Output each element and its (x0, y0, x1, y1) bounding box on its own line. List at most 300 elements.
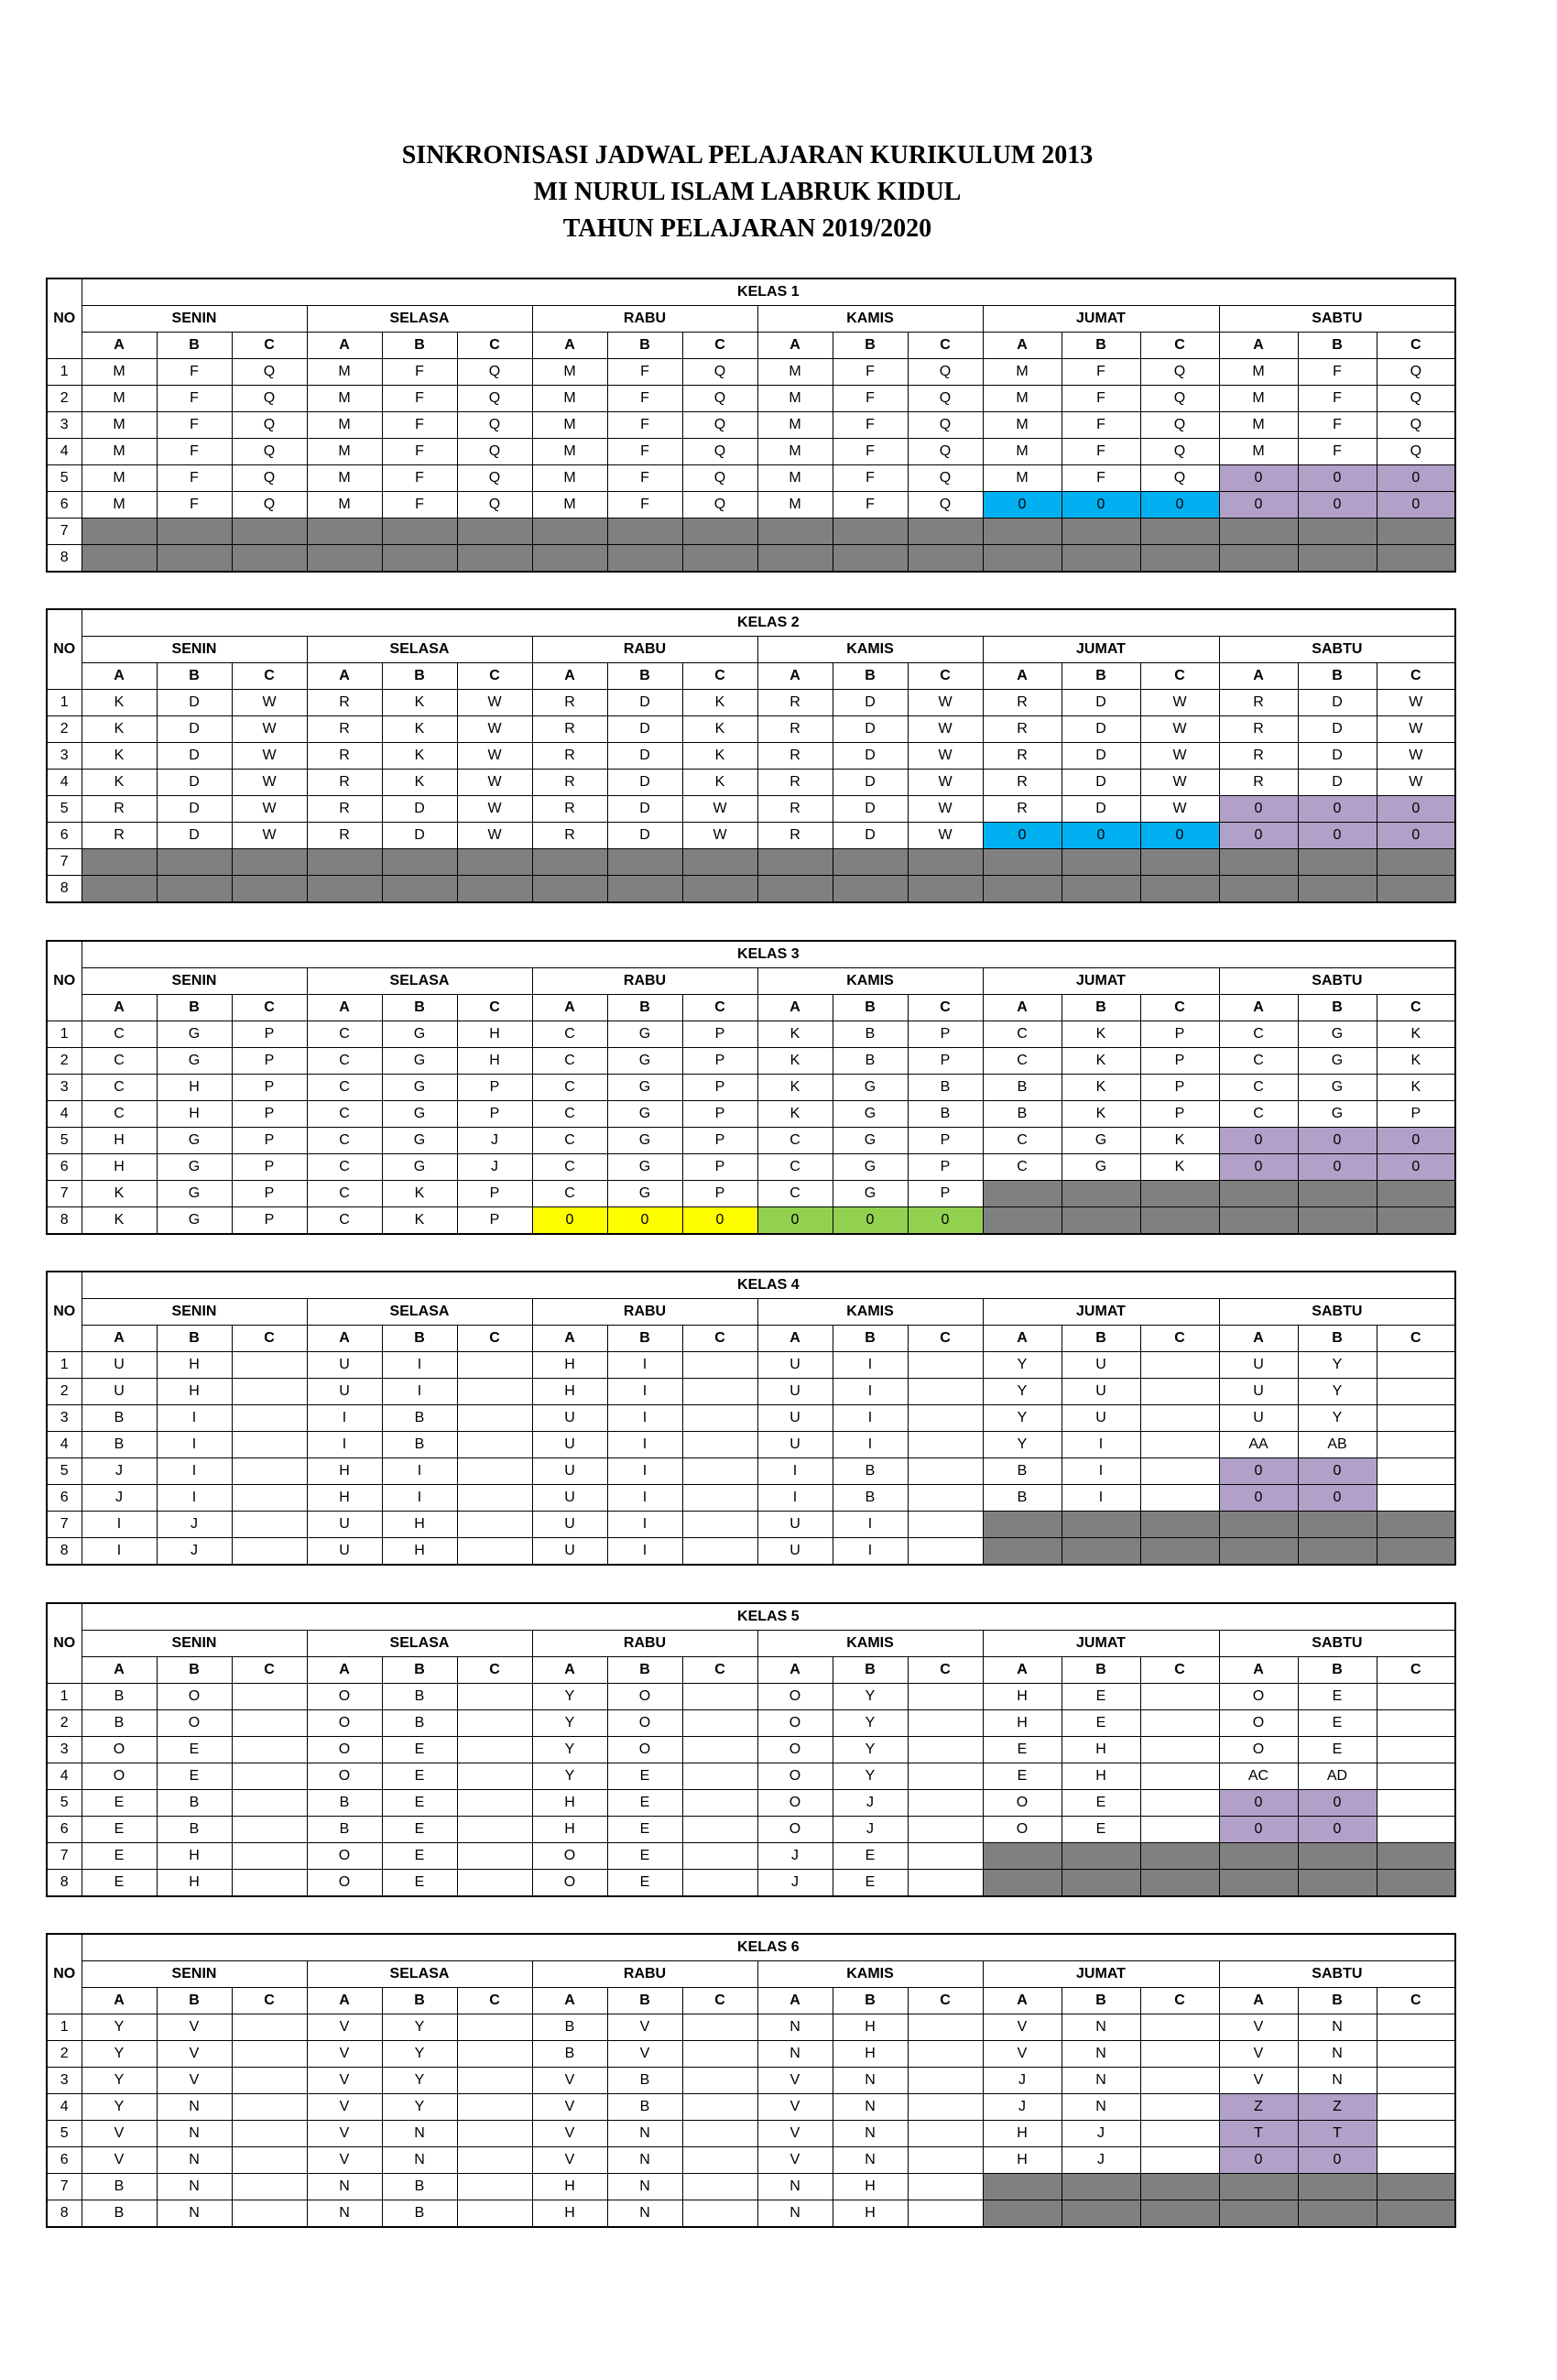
schedule-cell (457, 2174, 532, 2200)
schedule-cell: Y (82, 2094, 157, 2121)
schedule-cell (457, 1405, 532, 1432)
no-header: NO (47, 278, 82, 359)
schedule-cell: W (232, 823, 307, 849)
schedule-cell (1377, 1181, 1455, 1207)
schedule-cell: R (532, 796, 607, 823)
schedule-cell: W (1140, 690, 1219, 716)
schedule-cell: B (307, 1790, 382, 1817)
schedule-cell (1377, 1710, 1455, 1737)
schedule-cell: Y (382, 2068, 457, 2094)
schedule-cell: V (532, 2068, 607, 2094)
schedule-cell: Y (1298, 1352, 1377, 1379)
col-header-c: C (1140, 333, 1219, 359)
schedule-cell: O (607, 1710, 682, 1737)
schedule-cell: I (607, 1512, 682, 1538)
schedule-cell: D (607, 716, 682, 743)
day-header-kamis: KAMIS (757, 637, 983, 663)
schedule-cell: G (157, 1048, 232, 1075)
col-header-a: A (1219, 663, 1298, 690)
row-number: 1 (47, 690, 82, 716)
schedule-cell: P (232, 1207, 307, 1235)
schedule-cell: AC (1219, 1763, 1298, 1790)
schedule-cell: F (833, 359, 908, 386)
schedule-cell: O (307, 1684, 382, 1710)
schedule-cell: P (232, 1181, 307, 1207)
schedule-cell: H (983, 1710, 1062, 1737)
schedule-cell: D (157, 690, 232, 716)
schedule-cell (908, 2041, 983, 2068)
schedule-cell: E (607, 1763, 682, 1790)
schedule-cell (457, 1432, 532, 1458)
col-header-b: B (607, 995, 682, 1021)
schedule-cell: H (157, 1075, 232, 1101)
schedule-cell: D (1062, 770, 1140, 796)
col-header-c: C (1377, 995, 1455, 1021)
schedule-cell: I (607, 1432, 682, 1458)
schedule-cell: O (307, 1763, 382, 1790)
table-row (47, 1405, 1455, 1432)
row-number: 6 (47, 1154, 82, 1181)
schedule-cell: B (382, 1684, 457, 1710)
row-number: 8 (47, 2200, 82, 2228)
schedule-cell (682, 1485, 757, 1512)
schedule-cell: M (307, 439, 382, 465)
schedule-cell: AB (1298, 1432, 1377, 1458)
schedule-cell: R (1219, 716, 1298, 743)
schedule-cell: D (1298, 716, 1377, 743)
kelas-title: KELAS 1 (82, 278, 1455, 306)
no-header: NO (47, 1603, 82, 1684)
schedule-cell (1377, 1737, 1455, 1763)
schedule-cell: M (82, 359, 157, 386)
col-header-c: C (1377, 1326, 1455, 1352)
schedule-cell: 0 (1298, 796, 1377, 823)
col-header-c: C (682, 333, 757, 359)
schedule-cell: M (532, 465, 607, 492)
schedule-cell (682, 1843, 757, 1870)
schedule-cell: H (457, 1048, 532, 1075)
schedule-cell (232, 2147, 307, 2174)
row-number: 3 (47, 1075, 82, 1101)
row-number: 5 (47, 465, 82, 492)
schedule-cell (1219, 1843, 1298, 1870)
col-header-a: A (532, 995, 607, 1021)
schedule-cell: F (607, 439, 682, 465)
col-header-c: C (457, 995, 532, 1021)
schedule-cell: K (682, 716, 757, 743)
schedule-cell: C (82, 1101, 157, 1128)
schedule-cell: Y (532, 1710, 607, 1737)
schedule-cell (457, 1485, 532, 1512)
schedule-cell: C (983, 1128, 1062, 1154)
day-header-kamis: KAMIS (757, 1961, 983, 1988)
schedule-cell: D (833, 823, 908, 849)
schedule-cell (682, 1684, 757, 1710)
schedule-cell: N (757, 2174, 833, 2200)
schedule-cell (1140, 1843, 1219, 1870)
col-header-c: C (1140, 1326, 1219, 1352)
schedule-cell: P (908, 1181, 983, 1207)
schedule-cell: B (833, 1021, 908, 1048)
schedule-cell: E (382, 1870, 457, 1897)
schedule-cell: M (1219, 386, 1298, 412)
schedule-cell: E (382, 1790, 457, 1817)
schedule-cell: Q (1377, 439, 1455, 465)
schedule-cell: W (908, 690, 983, 716)
schedule-cell: V (307, 2121, 382, 2147)
schedule-cell (232, 1379, 307, 1405)
schedule-cell (908, 1485, 983, 1512)
schedule-cell: R (983, 743, 1062, 770)
col-header-a: A (757, 1657, 833, 1684)
schedule-cell: 0 (1062, 823, 1140, 849)
schedule-cell: H (82, 1154, 157, 1181)
col-header-c: C (682, 1657, 757, 1684)
schedule-cell: N (157, 2094, 232, 2121)
schedule-cell: H (157, 1352, 232, 1379)
schedule-cell (457, 2147, 532, 2174)
schedule-cell: W (908, 743, 983, 770)
schedule-cell: C (983, 1154, 1062, 1181)
schedule-cell: R (757, 796, 833, 823)
schedule-cell (908, 876, 983, 903)
schedule-cell: B (983, 1485, 1062, 1512)
schedule-cell: F (1062, 359, 1140, 386)
col-header-a: A (983, 995, 1062, 1021)
kelas-title: KELAS 5 (82, 1603, 1455, 1631)
schedule-cell: G (1298, 1075, 1377, 1101)
kelas-title: KELAS 2 (82, 609, 1455, 637)
table-row (47, 359, 1455, 386)
schedule-cell: D (157, 796, 232, 823)
schedule-cell: H (833, 2200, 908, 2228)
row-number: 1 (47, 2014, 82, 2041)
schedule-cell (682, 1458, 757, 1485)
schedule-cell: N (157, 2147, 232, 2174)
schedule-cell: O (983, 1817, 1062, 1843)
schedule-cell: N (382, 2147, 457, 2174)
schedule-cell (833, 519, 908, 545)
table-row (47, 1379, 1455, 1405)
schedule-cell (1140, 2121, 1219, 2147)
col-header-c: C (457, 663, 532, 690)
table-row (47, 439, 1455, 465)
col-header-c: C (908, 995, 983, 1021)
schedule-cell: Q (457, 386, 532, 412)
schedule-cell: R (307, 743, 382, 770)
schedule-cell: K (757, 1075, 833, 1101)
schedule-cell: I (382, 1352, 457, 1379)
table-row (47, 2068, 1455, 2094)
schedule-cell (908, 1405, 983, 1432)
schedule-cell: U (532, 1405, 607, 1432)
schedule-cell (682, 1538, 757, 1566)
schedule-table-kelas-3 (46, 940, 1456, 1235)
schedule-cell: V (1219, 2068, 1298, 2094)
schedule-cell: V (757, 2147, 833, 2174)
col-header-c: C (232, 1326, 307, 1352)
schedule-cell: J (82, 1485, 157, 1512)
col-header-b: B (382, 333, 457, 359)
schedule-cell (908, 1379, 983, 1405)
schedule-cell (1140, 1512, 1219, 1538)
schedule-cell: B (82, 1432, 157, 1458)
schedule-cell: I (757, 1458, 833, 1485)
schedule-cell: AA (1219, 1432, 1298, 1458)
schedule-cell: B (983, 1458, 1062, 1485)
schedule-cell: V (607, 2014, 682, 2041)
schedule-cell (1377, 545, 1455, 573)
schedule-cell: D (833, 716, 908, 743)
schedule-cell (1140, 1405, 1219, 1432)
schedule-cell (1377, 1843, 1455, 1870)
table-row (47, 2200, 1455, 2228)
schedule-cell (908, 1870, 983, 1897)
schedule-cell (1219, 1512, 1298, 1538)
school-name: MI NURUL ISLAM LABRUK KIDUL (533, 178, 962, 206)
schedule-cell: N (1298, 2014, 1377, 2041)
col-header-c: C (908, 1326, 983, 1352)
col-header-c: C (457, 1988, 532, 2014)
schedule-cell (983, 519, 1062, 545)
schedule-cell: I (82, 1512, 157, 1538)
schedule-cell: W (1377, 716, 1455, 743)
schedule-cell: 0 (908, 1207, 983, 1235)
table-row (47, 1763, 1455, 1790)
schedule-cell: J (833, 1817, 908, 1843)
schedule-cell: 0 (1377, 492, 1455, 519)
row-number: 2 (47, 2041, 82, 2068)
schedule-cell: H (833, 2174, 908, 2200)
schedule-cell: P (908, 1021, 983, 1048)
schedule-cell: K (82, 770, 157, 796)
col-header-a: A (1219, 1326, 1298, 1352)
schedule-cell: Q (1140, 359, 1219, 386)
schedule-cell: U (82, 1379, 157, 1405)
schedule-cell (1062, 1512, 1140, 1538)
schedule-cell: P (682, 1048, 757, 1075)
schedule-cell (82, 876, 157, 903)
schedule-cell: D (1062, 716, 1140, 743)
schedule-cell: F (1298, 359, 1377, 386)
schedule-cell: M (307, 492, 382, 519)
schedule-cell: B (382, 2200, 457, 2228)
schedule-cell (1377, 1379, 1455, 1405)
col-header-c: C (1140, 1657, 1219, 1684)
table-row (47, 2041, 1455, 2068)
schedule-cell (908, 1817, 983, 1843)
schedule-cell: O (307, 1737, 382, 1763)
schedule-cell (232, 1843, 307, 1870)
schedule-cell: K (682, 770, 757, 796)
schedule-cell: J (457, 1154, 532, 1181)
schedule-cell: U (757, 1512, 833, 1538)
schedule-cell: V (983, 2041, 1062, 2068)
schedule-cell (908, 1512, 983, 1538)
schedule-cell: 0 (1298, 823, 1377, 849)
schedule-cell: H (1062, 1737, 1140, 1763)
schedule-cell: I (157, 1485, 232, 1512)
schedule-cell: W (1140, 796, 1219, 823)
schedule-cell: 0 (1219, 1128, 1298, 1154)
schedule-cell: I (607, 1538, 682, 1566)
schedule-cell (1140, 1458, 1219, 1485)
day-header-selasa: SELASA (307, 1299, 532, 1326)
schedule-cell (1377, 849, 1455, 876)
schedule-cell: D (607, 770, 682, 796)
schedule-cell: K (1062, 1075, 1140, 1101)
schedule-cell: M (307, 359, 382, 386)
schedule-cell (307, 545, 382, 573)
schedule-cell: Y (382, 2094, 457, 2121)
schedule-cell: J (82, 1458, 157, 1485)
schedule-cell (833, 876, 908, 903)
schedule-cell (1062, 2174, 1140, 2200)
schedule-cell: D (1298, 690, 1377, 716)
day-header-rabu: RABU (532, 637, 757, 663)
day-header-jumat: JUMAT (983, 1961, 1219, 1988)
schedule-table-kelas-6 (46, 1933, 1456, 2228)
schedule-cell: R (82, 823, 157, 849)
schedule-cell: R (757, 690, 833, 716)
schedule-cell: M (532, 412, 607, 439)
schedule-cell: N (157, 2200, 232, 2228)
schedule-cell: W (908, 823, 983, 849)
table-row (47, 1790, 1455, 1817)
schedule-cell: M (757, 492, 833, 519)
schedule-cell: H (1062, 1763, 1140, 1790)
schedule-cell: K (382, 1181, 457, 1207)
schedule-cell (232, 1485, 307, 1512)
schedule-cell: V (532, 2147, 607, 2174)
schedule-cell: P (232, 1021, 307, 1048)
schedule-cell: F (382, 386, 457, 412)
schedule-cell: F (382, 465, 457, 492)
day-header-kamis: KAMIS (757, 1299, 983, 1326)
schedule-cell (1140, 1763, 1219, 1790)
schedule-cell: B (607, 2094, 682, 2121)
schedule-cell: P (908, 1154, 983, 1181)
schedule-cell: P (682, 1075, 757, 1101)
schedule-cell (307, 876, 382, 903)
col-header-a: A (532, 1657, 607, 1684)
schedule-cell (1062, 1181, 1140, 1207)
schedule-cell: I (382, 1379, 457, 1405)
schedule-cell: K (1377, 1021, 1455, 1048)
schedule-cell: P (1140, 1048, 1219, 1075)
schedule-cell: P (232, 1075, 307, 1101)
schedule-cell: U (1219, 1379, 1298, 1405)
col-header-c: C (908, 1657, 983, 1684)
schedule-cell: D (607, 690, 682, 716)
schedule-cell (157, 849, 232, 876)
schedule-cell: M (757, 439, 833, 465)
schedule-cell (1140, 1790, 1219, 1817)
schedule-cell: Q (232, 359, 307, 386)
schedule-cell: M (757, 465, 833, 492)
schedule-cell: C (307, 1048, 382, 1075)
schedule-cell: F (157, 492, 232, 519)
schedule-cell: E (82, 1790, 157, 1817)
schedule-cell: G (1298, 1048, 1377, 1075)
schedule-cell: N (1062, 2014, 1140, 2041)
day-header-selasa: SELASA (307, 1631, 532, 1657)
schedule-cell (757, 545, 833, 573)
day-header-rabu: RABU (532, 306, 757, 333)
col-header-b: B (607, 333, 682, 359)
schedule-cell: W (682, 823, 757, 849)
schedule-cell: E (607, 1790, 682, 1817)
schedule-cell: E (607, 1817, 682, 1843)
day-header-sabtu: SABTU (1219, 968, 1455, 995)
schedule-cell (908, 2094, 983, 2121)
schedule-cell: 0 (1377, 823, 1455, 849)
schedule-cell: M (983, 465, 1062, 492)
schedule-cell: 0 (1219, 823, 1298, 849)
schedule-cell (457, 1843, 532, 1870)
schedule-cell (1377, 1207, 1455, 1235)
day-header-selasa: SELASA (307, 637, 532, 663)
col-header-b: B (1298, 333, 1377, 359)
schedule-cell: Z (1219, 2094, 1298, 2121)
schedule-cell: 0 (1377, 796, 1455, 823)
schedule-cell: V (757, 2121, 833, 2147)
schedule-cell: P (908, 1048, 983, 1075)
schedule-cell: 0 (1377, 1154, 1455, 1181)
schedule-cell: B (382, 1432, 457, 1458)
schedule-cell: B (532, 2014, 607, 2041)
schedule-cell: R (757, 823, 833, 849)
day-header-senin: SENIN (82, 1631, 307, 1657)
day-header-senin: SENIN (82, 637, 307, 663)
schedule-cell: O (82, 1763, 157, 1790)
schedule-cell (682, 1432, 757, 1458)
schedule-cell: D (1062, 743, 1140, 770)
schedule-cell (1298, 849, 1377, 876)
schedule-cell: Y (82, 2041, 157, 2068)
schedule-cell: G (157, 1181, 232, 1207)
schedule-cell: W (457, 690, 532, 716)
row-number: 3 (47, 743, 82, 770)
schedule-cell: F (833, 386, 908, 412)
day-header-sabtu: SABTU (1219, 306, 1455, 333)
schedule-cell: P (457, 1181, 532, 1207)
schedule-cell: G (1298, 1101, 1377, 1128)
schedule-cell (1140, 1538, 1219, 1566)
schedule-cell: K (757, 1101, 833, 1128)
row-number: 4 (47, 1432, 82, 1458)
schedule-cell: O (532, 1843, 607, 1870)
schedule-cell: R (983, 690, 1062, 716)
schedule-cell: H (157, 1843, 232, 1870)
table-row (47, 545, 1455, 573)
schedule-cell: M (983, 412, 1062, 439)
col-header-b: B (382, 995, 457, 1021)
row-number: 3 (47, 1405, 82, 1432)
schedule-cell: F (382, 359, 457, 386)
schedule-cell (82, 545, 157, 573)
schedule-cell: 0 (1298, 1485, 1377, 1512)
schedule-cell: N (833, 2147, 908, 2174)
schedule-cell: C (757, 1181, 833, 1207)
schedule-cell (908, 1432, 983, 1458)
schedule-cell: F (157, 465, 232, 492)
schedule-cell: O (607, 1737, 682, 1763)
schedule-cell: Q (232, 386, 307, 412)
schedule-cell: R (532, 823, 607, 849)
schedule-cell: D (833, 743, 908, 770)
schedule-cell: F (1298, 439, 1377, 465)
